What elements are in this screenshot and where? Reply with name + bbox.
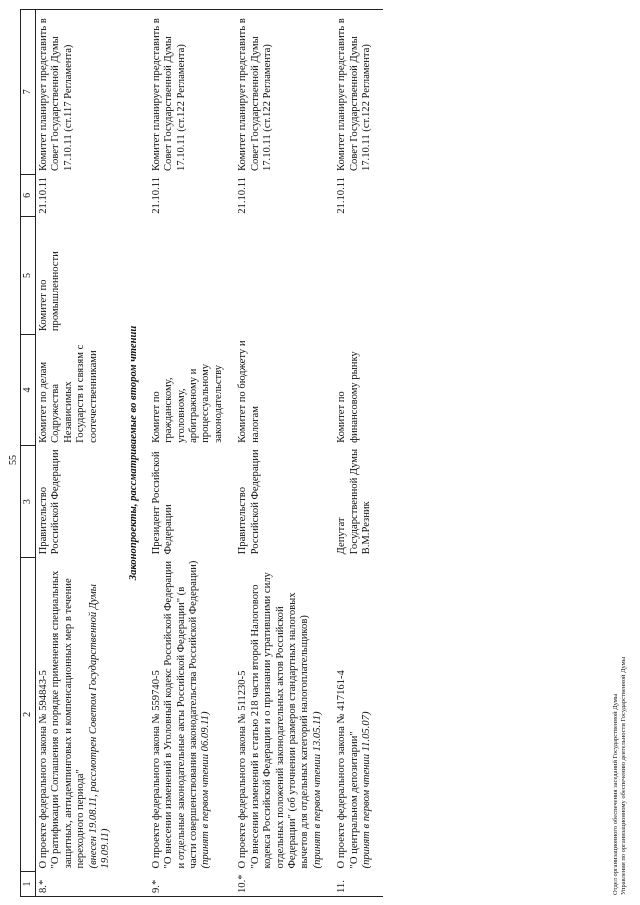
author-cell: Правительство Российской Федерации: [38, 449, 62, 555]
footer-line-2: Управления по организационному обеспечению деятельности Государственной Думы: [620, 656, 627, 895]
plan-cell: Комитет планирует представить в Совет Государственной Думы 17.10.11 (ст.122 Регламента): [334, 10, 383, 175]
header-col-1: 1: [21, 871, 36, 896]
row-number: 8.*: [36, 871, 123, 896]
co-committee-cell: [334, 217, 383, 334]
plan-cell: Комитет планирует представить в Совет Государственной Думы 17.10.11 (ст.117 Регламента): [36, 10, 123, 175]
header-col-4: 4: [21, 334, 36, 446]
date-cell: 21.10.11: [150, 177, 162, 214]
header-col-5: 5: [21, 217, 36, 334]
date-cell: 21.10.11: [237, 177, 249, 214]
date-cell: 21.10.11: [38, 177, 49, 214]
table-row: [334, 10, 383, 897]
bill-cell: [334, 557, 383, 871]
committee-cell: Комитет по делам Содружества Независимых Государств и связям с соотечественниками: [38, 344, 99, 443]
co-committee-cell: [235, 217, 334, 334]
row-number: 11.: [334, 871, 383, 896]
bill-note: (принят в первом чтении 06.09.11): [200, 711, 212, 869]
header-col-7: 7: [21, 10, 36, 175]
footer: [612, 657, 628, 895]
bill-title: О проекте федерального закона № 511230-5: [237, 670, 249, 869]
table-row: [149, 10, 235, 897]
table-row: [36, 10, 123, 897]
bill-description: "О центральном депозитарии": [348, 731, 360, 869]
date-cell: 21.10.11: [336, 177, 348, 214]
section-row: [122, 10, 148, 897]
bill-cell: [36, 557, 123, 871]
table-row: [235, 10, 334, 897]
bill-title: О проекте федерального закона № 594843-5: [38, 670, 49, 869]
agenda-table: [20, 9, 383, 897]
bill-cell: [235, 557, 334, 871]
row-number: 10.*: [235, 871, 334, 896]
bill-description: "О внесении изменений в статью 218 части второй Налогового кодекса Российской Федерации и о признании утратившими силу отдельных положений законодательных актов Российской Федерации" (об уточнении размеров стандартных налоговых вычетов для отдельных категорий налогоплательщиков): [249, 572, 311, 869]
committee-cell: Комитет по гражданскому, уголовному, арбитражному и процессуальному законодательству: [150, 363, 224, 443]
committee-cell: Комитет по бюджету и налогам: [237, 340, 261, 443]
footer-line-1: Отдел организационного обеспечения заседаний Государственной Думы: [612, 693, 619, 895]
page-number: 55: [8, 455, 19, 465]
bill-description: "О ратификации Соглашения о порядке применения специальных защитных, антидемпинговых и компенсационных мер в течение переходного периода": [50, 570, 87, 869]
bill-note: (принят в первом чтении 11.05.07): [360, 711, 372, 869]
co-committee-cell: Комитет по промышленности: [38, 251, 62, 332]
header-col-2: 2: [21, 557, 36, 871]
plan-cell: Комитет планирует представить в Совет Государственной Думы 17.10.11 (ст.122 Регламента): [149, 10, 235, 175]
bill-cell: [149, 557, 235, 871]
bill-title: О проекте федерального закона № 417161-4: [336, 670, 348, 869]
bill-note: (внесен 19.08.11, рассмотрен Советом Государственной Думы 19.09.11): [87, 584, 112, 869]
plan-cell: Комитет планирует представить в Совет Государственной Думы 17.10.11 (ст.122 Регламента): [235, 10, 334, 175]
bill-title: О проекте федерального закона № 559740-5: [150, 670, 162, 869]
header-row: [21, 10, 36, 897]
header-col-6: 6: [21, 174, 36, 217]
committee-cell: Комитет по финансовому рынку: [336, 351, 360, 443]
bill-note: (принят в первом чтении 13.05.11): [311, 711, 323, 869]
co-committee-cell: [149, 217, 235, 334]
header-col-3: 3: [21, 446, 36, 557]
row-number: 9.*: [149, 871, 235, 896]
author-cell: Правительство Российской Федерации: [237, 449, 261, 555]
author-cell: Президент Российской Федерации: [150, 451, 175, 555]
bill-description: "О внесении изменений в Уголовный кодекс Российской Федерации и отдельные законодательные акты Российской Федерации" (в части совершенствования законодательства Российской Федерации): [163, 560, 200, 869]
author-cell: Депутат Государственной Думы В.М.Резник: [336, 448, 372, 555]
section-title: Законопроекты, рассматриваемые во втором чтении: [122, 10, 148, 897]
